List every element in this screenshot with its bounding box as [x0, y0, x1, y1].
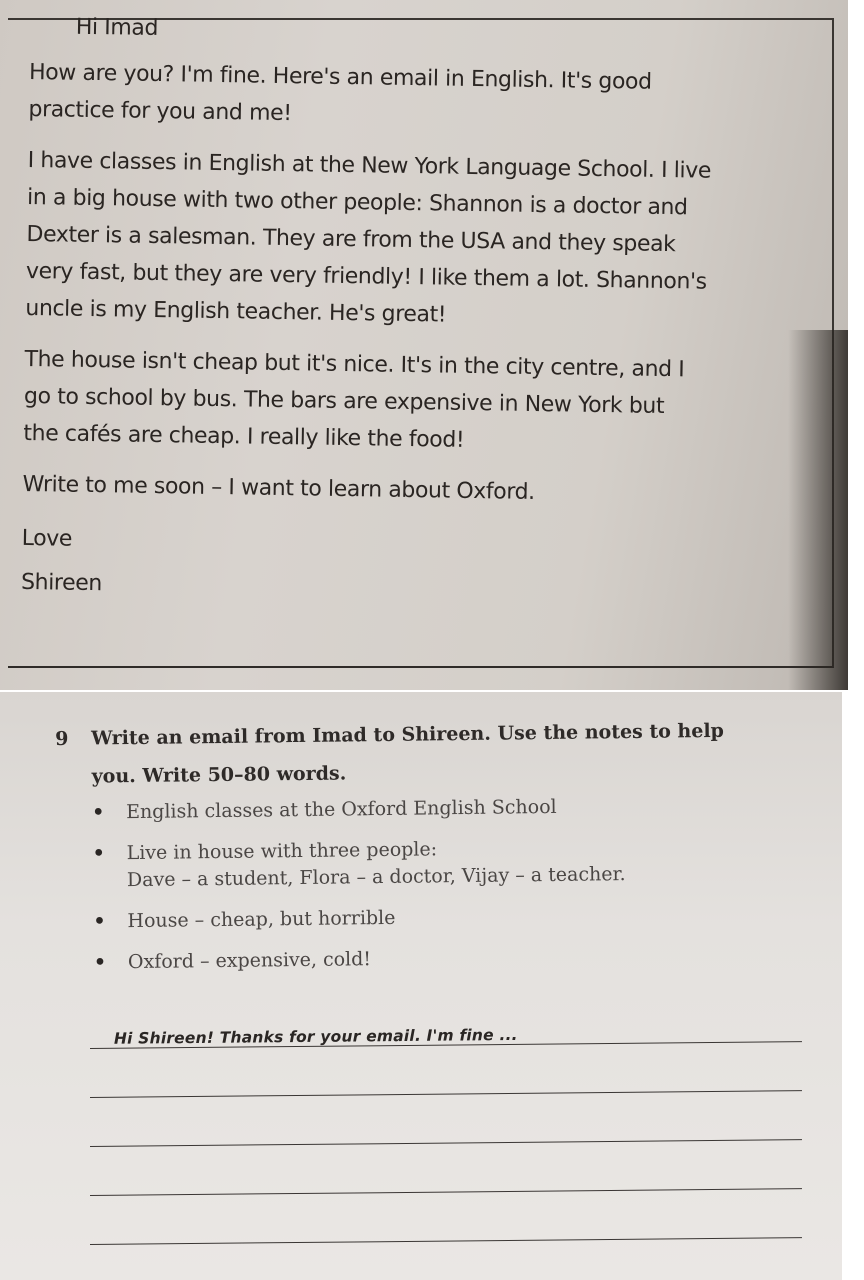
bullet-icon: •	[93, 951, 107, 974]
exercise-photo	[0, 692, 842, 1280]
email-closing: Love	[21, 525, 73, 552]
email-line: The house isn't cheap but it's nice. It's in the city centre, and I	[24, 346, 685, 383]
email-line: uncle is my English teacher. He's great!	[25, 295, 447, 328]
photo-shadow	[788, 330, 848, 690]
answer-line[interactable]	[90, 1140, 802, 1196]
exercise-number: 9	[55, 727, 69, 750]
bullet-icon: •	[93, 910, 106, 933]
email-paragraph-1	[28, 54, 789, 140]
note-line: Dave – a student, Flora – a doctor, Vijay – a teacher.	[126, 863, 626, 892]
email-line: very fast, but they are very friendly! I like them a lot. Shannon's	[25, 258, 707, 295]
exercise-instruction: Write an email from Imad to Shireen. Use the notes to help you. Write 50–80 words.	[91, 719, 725, 788]
list-item	[93, 900, 817, 936]
notes-list	[92, 791, 818, 977]
exercise-heading	[55, 711, 816, 796]
email-line: I have classes in English at the New York Language School. I live	[27, 147, 712, 184]
answer-line[interactable]	[90, 1091, 802, 1147]
bullet-icon: •	[92, 842, 105, 865]
email-paragraph-3	[23, 341, 785, 464]
email-body	[21, 14, 790, 617]
answer-line[interactable]	[90, 1189, 802, 1245]
answer-area	[90, 1000, 802, 1280]
list-item	[92, 791, 816, 827]
handwritten-answer: Hi Shireen! Thanks for your email. I'm fine ...	[113, 1025, 518, 1048]
email-line: practice for you and me!	[28, 96, 292, 127]
email-line: the cafés are cheap. I really like the food!	[23, 420, 465, 453]
email-greeting: Hi Imad	[75, 14, 159, 42]
email-line: Dexter is a salesman. They are from the USA and they speak	[26, 221, 676, 258]
email-line: Write to me soon – I want to learn about Oxford.	[22, 471, 535, 505]
answer-line[interactable]	[90, 1238, 802, 1280]
note-line: English classes at the Oxford English School	[125, 795, 557, 824]
email-line: in a big house with two other people: Shannon is a doctor and	[26, 184, 688, 221]
email-paragraph-4	[22, 466, 782, 515]
note-line: Live in house with three people:	[126, 838, 438, 865]
email-signature: Shireen	[20, 569, 103, 597]
note-line: Oxford – expensive, cold!	[127, 948, 372, 974]
list-item	[94, 941, 818, 977]
note-line: House – cheap, but horrible	[127, 906, 396, 933]
email-paragraph-2	[25, 142, 788, 339]
email-line: How are you? I'm fine. Here's an email in English. It's good	[28, 59, 652, 95]
answer-line[interactable]	[90, 1042, 802, 1098]
list-item	[92, 832, 817, 895]
exercise-section	[55, 711, 818, 991]
email-line: go to school by bus. The bars are expensive in New York but	[23, 383, 665, 420]
bullet-icon: •	[91, 801, 105, 824]
answer-line[interactable]	[90, 993, 802, 1049]
